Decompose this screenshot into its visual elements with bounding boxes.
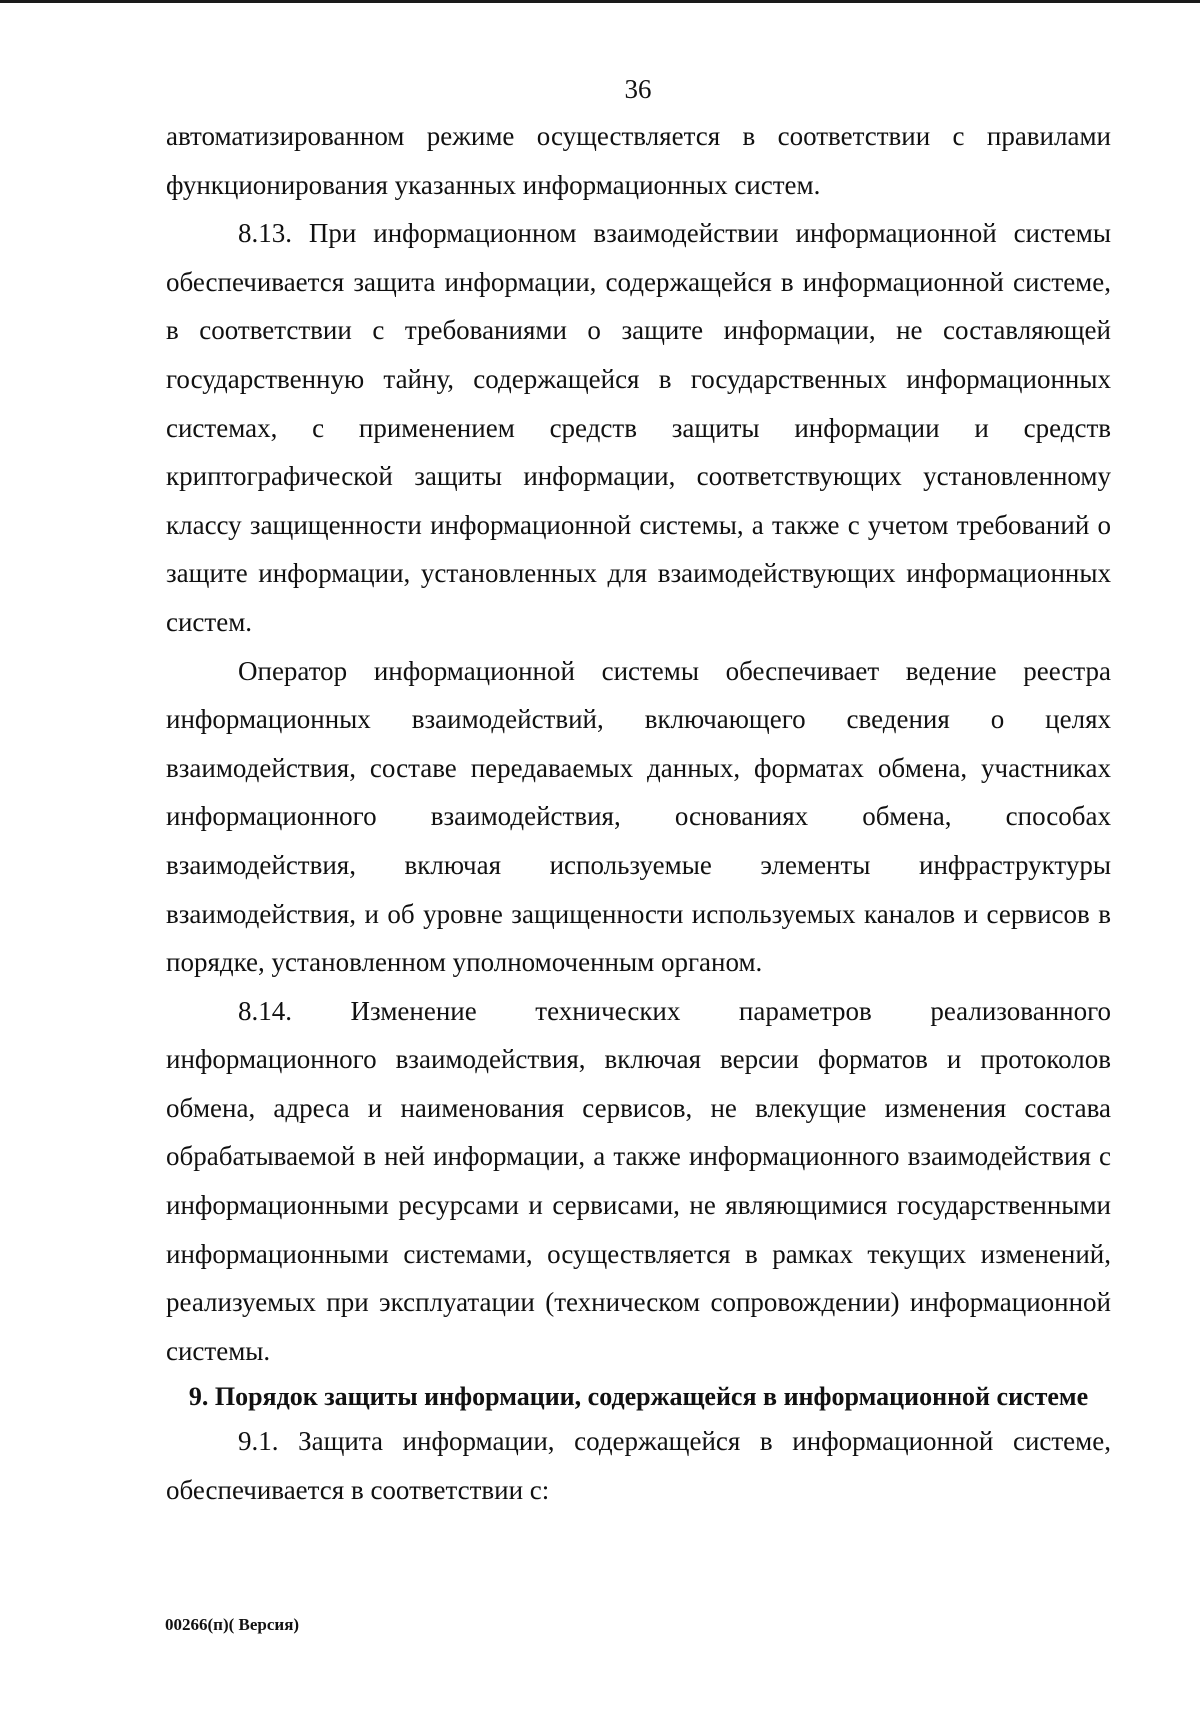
paragraph-operator-registry: Оператор информационной системы обеспечивает ведение реестра информационных взаимодействий, включающего сведения о целях взаимодействия, составе передаваемых данных, форматах обмена, участниках информационного взаимодействия, основаниях обмена, способах взаимодействия, включая используемые элементы инфраструктуры взаимодействия, и об уровне защищенности используемых каналов и сервисов в порядке, установленном уполномоченным органом. <box>166 655 1111 978</box>
paragraph-9-1: 9.1. Защита информации, содержащейся в информационной системе, обеспечивается в соответствии с: <box>166 1426 1111 1506</box>
paragraph-continuation: автоматизированном режиме осуществляется в соответствии с правилами функционирования указанных информационных систем. <box>166 121 1111 200</box>
section-heading: 9. Порядок защиты информации, содержащейся в информационной системе <box>188 1382 1089 1412</box>
document-body <box>166 112 1111 1515</box>
paragraph-8-13: 8.13. При информационном взаимодействии информационной системы обеспечивается защита информации, содержащейся в информационной системе, в соответствии с требованиями о защите информации, не составляющей государственную тайну, содержащейся в государственных информационных системах, с применением средств защиты информации и средств криптографической защиты информации, соответствующих установленному классу защищенности информационной системы, а также с учетом требований о защите информации, установленных для взаимодействующих информационных систем. <box>166 218 1111 637</box>
paragraph-8-14: 8.14. Изменение технических параметров реализованного информационного взаимодействия, включая версии форматов и протоколов обмена, адреса и наименования сервисов, не влекущие изменения состава обрабатываемой в ней информации, а также информационного взаимодействия с информационными ресурсами и сервисами, не являющимися государственными информационными системами, осуществляется в рамках текущих изменений, реализуемых при эксплуатации (техническом сопровождении) информационной системы. <box>166 995 1111 1366</box>
footer-document-code: 00266(п)( Версия) <box>165 1615 300 1634</box>
scan-edge-line <box>0 0 1200 3</box>
page-number: 36 <box>624 74 652 104</box>
